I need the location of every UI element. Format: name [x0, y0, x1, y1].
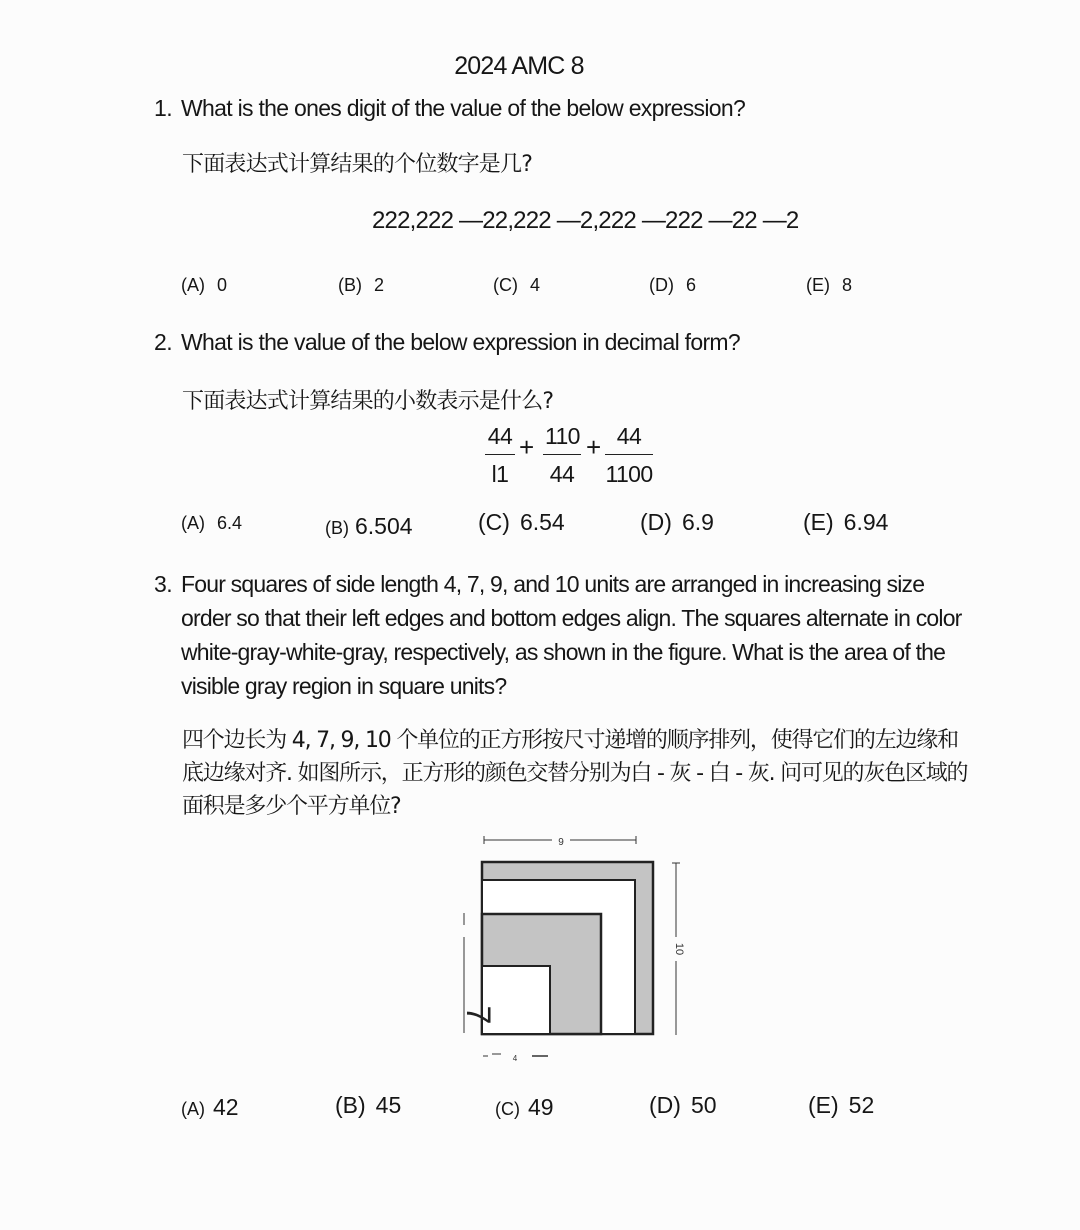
q2-choice-e[interactable]: (E) 6.94 — [803, 509, 889, 535]
q3-text: Four squares of side length 4, 7, 9, and 10 units are arranged in increasing size order so that their left edges and bottom edges align. The squares alternate in color white-gray-white-gray, respectively, as shown in the figure. What is the area of the visible gray region in square units? — [181, 571, 962, 699]
q2-text-cn: 下面表达式计算结果的小数表示是什么? — [182, 389, 554, 414]
q3-choice-e[interactable]: (E) 52 — [808, 1092, 875, 1118]
q3-text-cn: 四个边长为 4, 7, 9, 10 个单位的正方形按尺寸递增的顺序排列，使得它们的左边缘和底边缘对齐. 如图所示，正方形的颜色交替分别为白 - 灰 - 白 - 灰. 问可见的灰色区域的面积是多少个平方单位? — [182, 728, 968, 819]
page-title: 2024 AMC 8 — [454, 52, 584, 80]
q2-fraction-1-numerator: 44 — [485, 423, 515, 455]
q2-fraction-1-denominator: l1 — [491, 461, 509, 487]
q3-squares-figure — [440, 825, 700, 1075]
dim-label-left: 7 — [459, 1005, 497, 1025]
q2-choice-a[interactable]: (A) 6.4 — [181, 513, 243, 533]
q3-choice-b[interactable]: (B) 45 — [335, 1092, 402, 1118]
q2-fraction-3-numerator: 44 — [605, 423, 653, 455]
q3-choice-a[interactable]: (A) 42 — [181, 1094, 239, 1120]
dim-label-bottom: 4 — [512, 1054, 518, 1063]
q3-choice-c[interactable]: (C) 49 — [495, 1094, 554, 1120]
q1-choice-a[interactable]: (A) 0 — [181, 275, 228, 295]
q1-choice-e[interactable]: (E) 8 — [806, 275, 853, 295]
q1-expression: 222,222 —22,222 —2,222 —222 —22 —2 — [372, 207, 799, 234]
q3-choice-d[interactable]: (D) 50 — [649, 1092, 717, 1118]
q2-plus-1: + — [519, 432, 535, 462]
q2-fraction-1 — [485, 423, 515, 488]
q2-choice-c[interactable]: (C) 6.54 — [478, 509, 565, 535]
q2-fraction-2 — [543, 423, 581, 488]
q2-number: 2. — [154, 329, 172, 355]
q1-choice-b[interactable]: (B) 2 — [338, 275, 385, 295]
q2-choice-d[interactable]: (D) 6.9 — [640, 509, 714, 535]
q2-text: What is the value of the below expression in decimal form? — [181, 329, 740, 355]
q1-number: 1. — [154, 95, 172, 121]
q2-fraction-3-denominator: 1100 — [605, 461, 653, 487]
q1-choice-c[interactable]: (C) 4 — [493, 275, 541, 295]
q2-fraction-3 — [605, 423, 653, 488]
q1-text-cn: 下面表达式计算结果的个位数字是几? — [182, 152, 533, 177]
q2-choice-b[interactable]: (B) 6.504 — [325, 513, 413, 539]
dim-label-top: 9 — [558, 837, 564, 848]
q2-fraction-2-denominator: 44 — [549, 461, 575, 487]
q1-choice-d[interactable]: (D) 6 — [649, 275, 697, 295]
q1-text: What is the ones digit of the value of the below expression? — [181, 95, 746, 121]
q2-plus-2: + — [586, 432, 602, 462]
q2-fraction-2-numerator: 110 — [543, 423, 581, 455]
dim-label-right: 10 — [673, 942, 685, 956]
q3-number: 3. — [154, 571, 172, 597]
